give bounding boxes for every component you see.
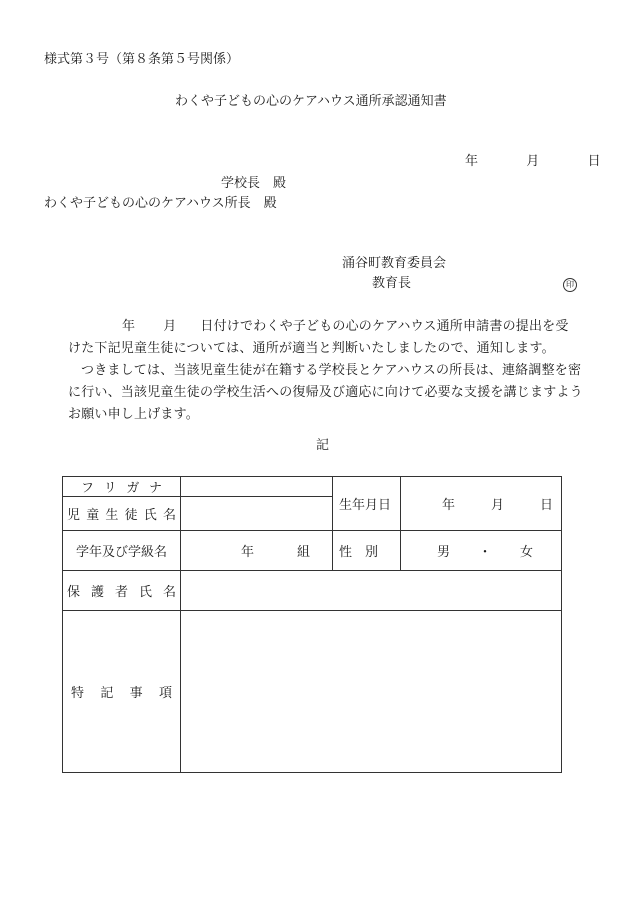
furigana-label-cell [63, 477, 181, 497]
guardian-label-cell [63, 571, 181, 611]
student-name-label: 児 童 生 徒 氏 名 [67, 508, 176, 523]
furigana-value[interactable] [181, 477, 333, 497]
date-line [465, 154, 601, 170]
sender-organization: 涌谷町教育委員会 [342, 256, 447, 271]
gender-label: 性 別 [339, 545, 379, 560]
body-paragraph-1 [68, 316, 590, 360]
body-paragraph-1-line-2: けた下記児童生徒については、通所が適当と判断いたしましたので、通知します。 [68, 341, 555, 356]
birthdate-label: 生年月日 [339, 498, 392, 513]
gender-separator: ・ [478, 545, 492, 560]
document-title: わくや子どもの心のケアハウス通所承認通知書 [175, 94, 447, 109]
date-year: 年 [465, 154, 479, 169]
grade-class-value[interactable] [181, 531, 333, 571]
form-number: 様式第３号（第８条第５号関係） [44, 52, 240, 67]
birth-month: 月 [490, 498, 504, 513]
recipient-principal: 学校長 殿 [221, 176, 287, 191]
remarks-label-cell [63, 611, 181, 773]
birth-year: 年 [441, 498, 455, 513]
body-paragraph-2: つきましては、当該児童生徒が在籍する学校長とケアハウスの所長は、連絡調整を密に行い、当該児童生徒の学校生活への復帰及び適応に向けて必要な支援を講じますようお願い申し上げます。 [68, 363, 583, 422]
seal-icon: 印 [563, 278, 577, 292]
date-day: 日 [587, 154, 601, 169]
class-unit: 組 [296, 545, 310, 560]
sender-title: 教育長 [372, 276, 412, 291]
gender-value[interactable] [401, 531, 562, 571]
body-paragraph-1-line-1: 日付けでわくや子どもの心のケアハウス通所申請書の提出を受 [200, 319, 569, 334]
birth-day: 日 [539, 498, 553, 513]
birthdate-label-cell [333, 477, 401, 531]
student-name-value[interactable] [181, 497, 333, 531]
birthdate-value[interactable] [401, 477, 562, 531]
grade-class-label-cell [63, 531, 181, 571]
guardian-name-value[interactable] [181, 571, 562, 611]
ki-label: 記 [316, 438, 330, 453]
gender-male: 男 [437, 545, 451, 560]
grade-class-label: 学年及び学級名 [75, 545, 167, 560]
guardian-name-label: 保 護 者 氏 名 [67, 585, 176, 600]
name-label-cell [63, 497, 181, 531]
remarks-label: 特 記 事 項 [71, 686, 172, 701]
gender-label-cell [333, 531, 401, 571]
body-year: 年 [122, 319, 136, 334]
furigana-label: フ リ ガ ナ [81, 481, 162, 496]
student-info-table [62, 476, 562, 773]
body-month: 月 [163, 319, 177, 334]
seal-mark [563, 276, 577, 292]
recipient-carehouse-director: わくや子どもの心のケアハウス所長 殿 [44, 196, 277, 211]
grade-unit: 年 [241, 545, 255, 560]
remarks-value[interactable] [181, 611, 562, 773]
gender-female: 女 [519, 545, 533, 560]
date-month: 月 [526, 154, 540, 169]
